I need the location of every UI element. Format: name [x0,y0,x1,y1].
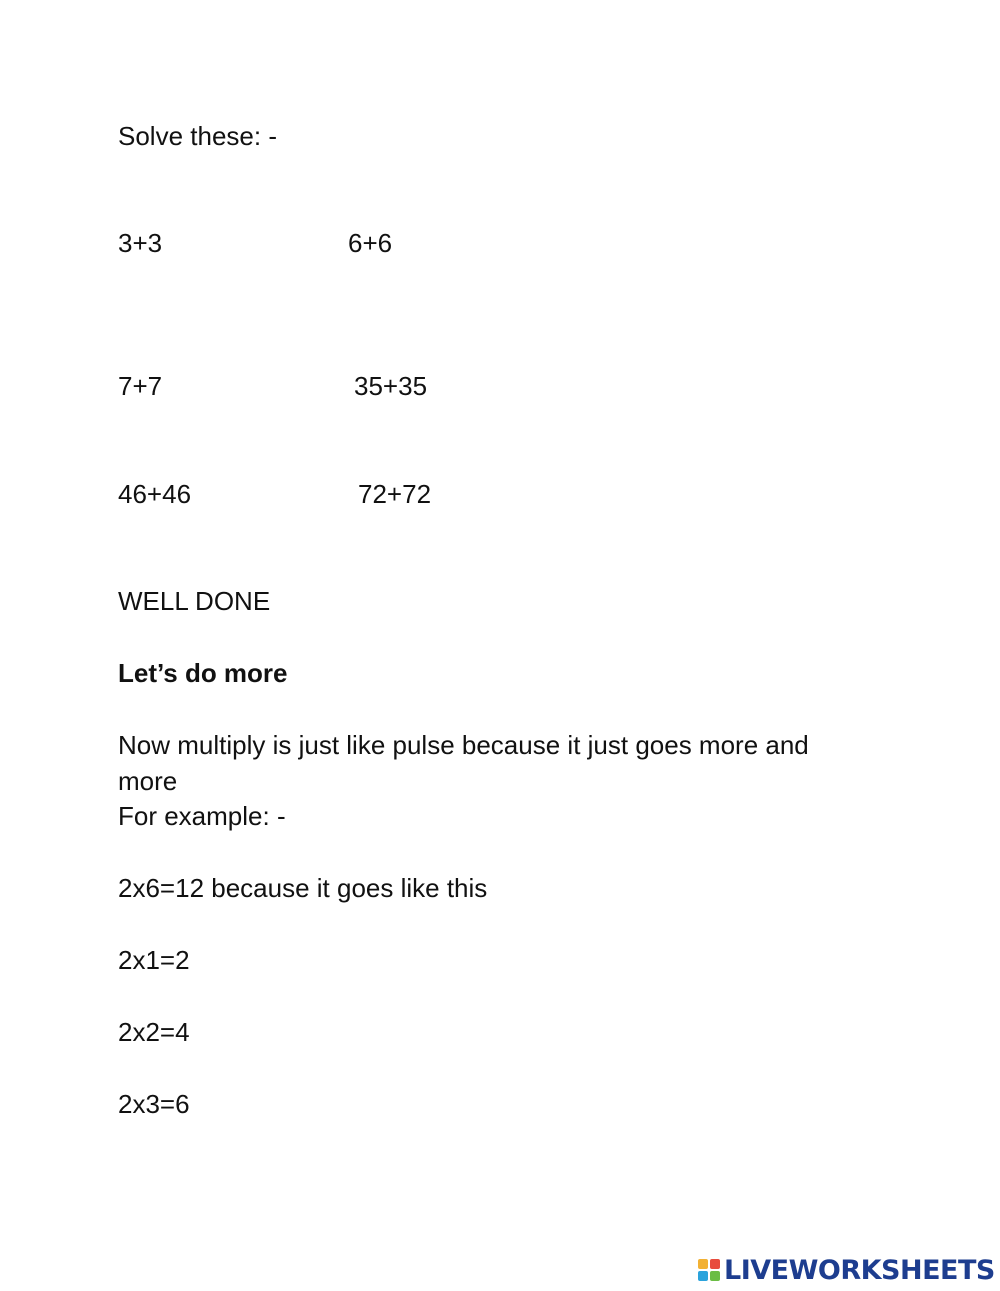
praise-text: WELL DONE [118,586,271,616]
liveworksheets-logo-icon [698,1259,720,1281]
problem-2-right: 35+35 [354,371,428,401]
instruction-text: Solve these: - [118,121,277,151]
liveworksheets-logo [698,1252,995,1288]
step-2: 2x2=4 [118,1017,190,1047]
explanation-paragraph: Now multiply is just like pulse because it just goes more and more [118,730,809,796]
step-3: 2x3=6 [118,1089,190,1119]
problem-2-left: 7+7 [118,371,163,401]
problem-3-right: 72+72 [358,479,432,509]
section-heading: Let’s do more [118,658,288,688]
example-intro: For example: - [118,801,286,831]
logo-text: LIVEWORKSHEETS [724,1254,995,1286]
problem-1-right: 6+6 [348,228,393,258]
problem-1-left: 3+3 [118,228,163,258]
step-1: 2x1=2 [118,945,190,975]
example-statement: 2x6=12 because it goes like this [118,873,488,903]
problem-3-left: 46+46 [118,479,192,509]
